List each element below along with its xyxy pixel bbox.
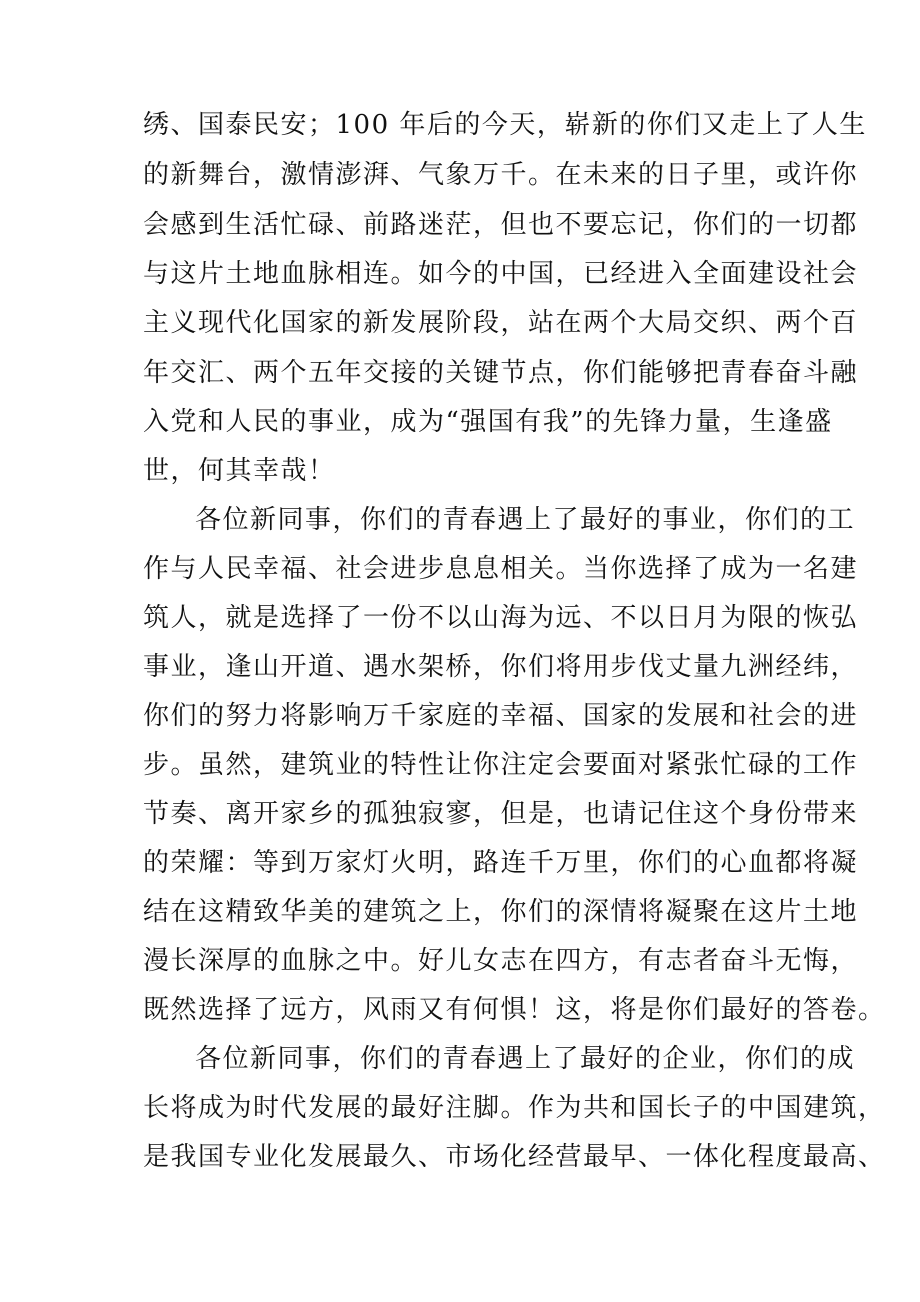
text-line: 你们的努力将影响万千家庭的幸福、国家的发展和社会的进 — [143, 701, 859, 731]
text-line: 会感到生活忙碌、前路迷茫，但也不要忘记，你们的一切都 — [143, 210, 859, 240]
text-line: 主义现代化国家的新发展阶段，站在两个大局交织、两个百 — [143, 308, 859, 338]
text-line: 筑人，就是选择了一份不以山海为远、不以日月为限的恢弘 — [143, 603, 859, 633]
text-line: 与这片土地血脉相连。如今的中国，已经进入全面建设社会 — [143, 259, 859, 289]
text-line: 事业，逢山开道、遇水架桥，你们将用步伐丈量九洲经纬， — [143, 652, 859, 682]
text-line: 既然选择了远方，风雨又有何惧！这，将是你们最好的答卷。 — [143, 995, 886, 1025]
text-line: 是我国专业化发展最久、市场化经营最早、一体化程度最高、 — [143, 1142, 886, 1172]
text-line: 长将成为时代发展的最好注脚。作为共和国长子的中国建筑， — [143, 1093, 886, 1123]
text-line: 节奏、离开家乡的孤独寂寥，但是，也请记住这个身份带来 — [143, 799, 859, 829]
text-line: 绣、国泰民安；100 年后的今天，崭新的你们又走上了人生 — [143, 110, 867, 140]
text-line: 作与人民幸福、社会进步息息相关。当你选择了成为一名建 — [143, 554, 859, 584]
text-line: 年交汇、两个五年交接的关键节点，你们能够把青春奋斗融 — [143, 358, 859, 388]
text-line: 步。虽然，建筑业的特性让你注定会要面对紧张忙碌的工作 — [143, 750, 859, 780]
text-line: 漫长深厚的血脉之中。好儿女志在四方，有志者奋斗无悔， — [143, 946, 859, 976]
text-line: 各位新同事，你们的青春遇上了最好的事业，你们的工 — [195, 505, 856, 535]
text-line: 各位新同事，你们的青春遇上了最好的企业，你们的成 — [195, 1044, 856, 1074]
text-line: 世，何其幸哉！ — [143, 456, 336, 486]
text-line: 入党和人民的事业，成为“强国有我”的先锋力量，生逢盛 — [143, 407, 833, 437]
text-line: 结在这精致华美的建筑之上，你们的深情将凝聚在这片土地 — [143, 897, 859, 927]
text-line: 的新舞台，激情澎湃、气象万千。在未来的日子里，或许你 — [143, 160, 859, 190]
text-line: 的荣耀：等到万家灯火明，路连千万里，你们的心血都将凝 — [143, 848, 859, 878]
